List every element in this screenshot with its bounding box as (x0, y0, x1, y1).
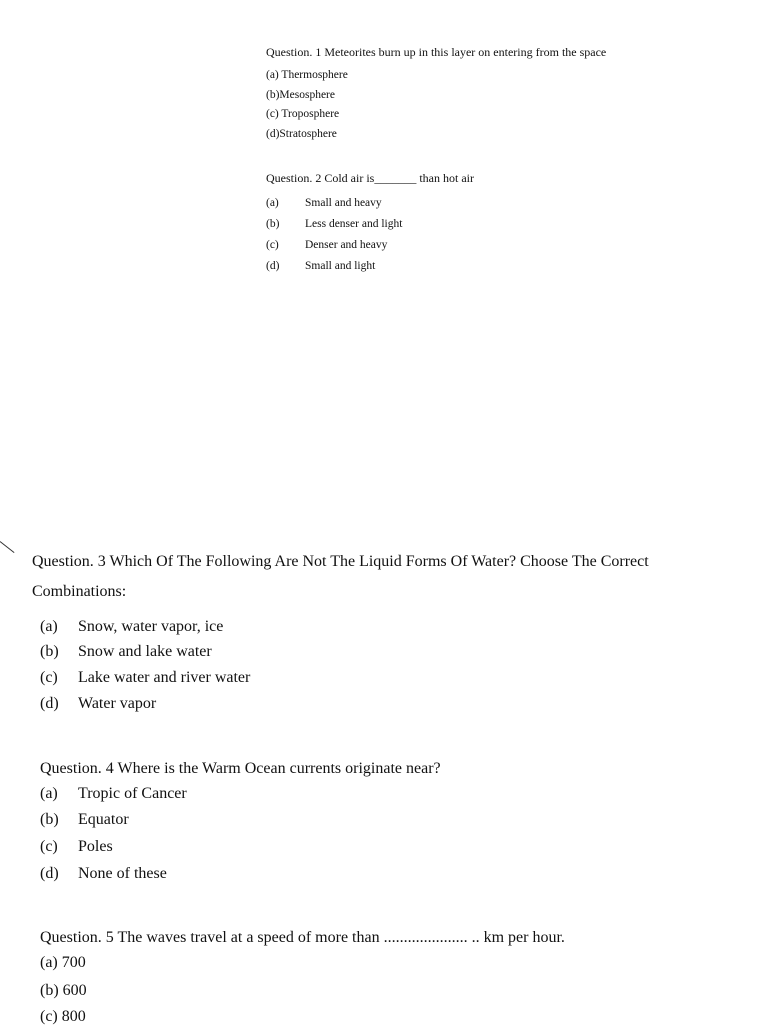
option-label: (a) (266, 197, 279, 209)
option-text: Tropic of Cancer (78, 785, 187, 802)
question-1-option-c: (c) Troposphere (266, 108, 340, 120)
question-1-text: Question. 1 Meteorites burn up in this layer on entering from the space (266, 45, 607, 59)
option-label: (c) (40, 669, 58, 686)
question-3-text-line-2: Combinations: (32, 583, 127, 600)
question-3-option-d (0, 695, 768, 715)
question-2-option-a (0, 197, 768, 211)
question-4-option-a (0, 785, 768, 805)
question-2-option-c (0, 239, 768, 253)
question-3-option-c (0, 669, 768, 689)
question-2-option-b (0, 218, 768, 232)
question-5-option-c: (c) 800 (40, 1008, 86, 1025)
option-label: (d) (40, 865, 59, 882)
option-text: Snow and lake water (78, 643, 212, 660)
option-text: Lake water and river water (78, 669, 251, 686)
question-4-option-c (0, 838, 768, 858)
option-text: Small and light (305, 260, 376, 272)
option-text: Small and heavy (305, 197, 382, 209)
crop-mark (0, 541, 14, 553)
question-2-option-d (0, 260, 768, 274)
option-text: Less denser and light (305, 218, 403, 230)
question-1-option-d: (d)Stratosphere (266, 128, 337, 140)
option-label: (c) (40, 838, 58, 855)
question-1-option-a: (a) Thermosphere (266, 69, 348, 81)
question-2-text-before: Question. 2 Cold air is (266, 171, 375, 185)
option-text: Denser and heavy (305, 239, 388, 251)
option-text: Equator (78, 811, 129, 828)
option-text: Water vapor (78, 695, 157, 712)
question-4-option-b (0, 811, 768, 831)
option-label: (a) (40, 618, 58, 635)
option-label: (a) (40, 785, 58, 802)
question-3-text-line-1: Question. 3 Which Of The Following Are Not The Liquid Forms Of Water? Choose The Correct (32, 553, 649, 570)
option-label: (b) (266, 218, 280, 230)
option-label: (b) (40, 811, 59, 828)
question-2-text-after: than hot air (419, 171, 474, 185)
question-3-option-a (0, 618, 768, 638)
question-2-text (266, 171, 474, 185)
question-1-option-b: (b)Mesosphere (266, 89, 335, 101)
question-5-option-b: (b) 600 (40, 982, 87, 999)
option-text: Poles (78, 838, 113, 855)
question-3-option-b (0, 643, 768, 663)
question-2-blank: _______ (374, 171, 417, 185)
option-label: (d) (266, 260, 280, 272)
option-text: None of these (78, 865, 167, 882)
option-label: (d) (40, 695, 59, 712)
option-label: (b) (40, 643, 59, 660)
option-label: (c) (266, 239, 279, 251)
question-5-option-a: (a) 700 (40, 954, 86, 971)
option-text: Snow, water vapor, ice (78, 618, 224, 635)
question-4-option-d (0, 865, 768, 885)
question-5-text: Question. 5 The waves travel at a speed of more than ..................... .. km per hour. (40, 929, 565, 946)
question-4-text: Question. 4 Where is the Warm Ocean currents originate near? (40, 760, 441, 777)
